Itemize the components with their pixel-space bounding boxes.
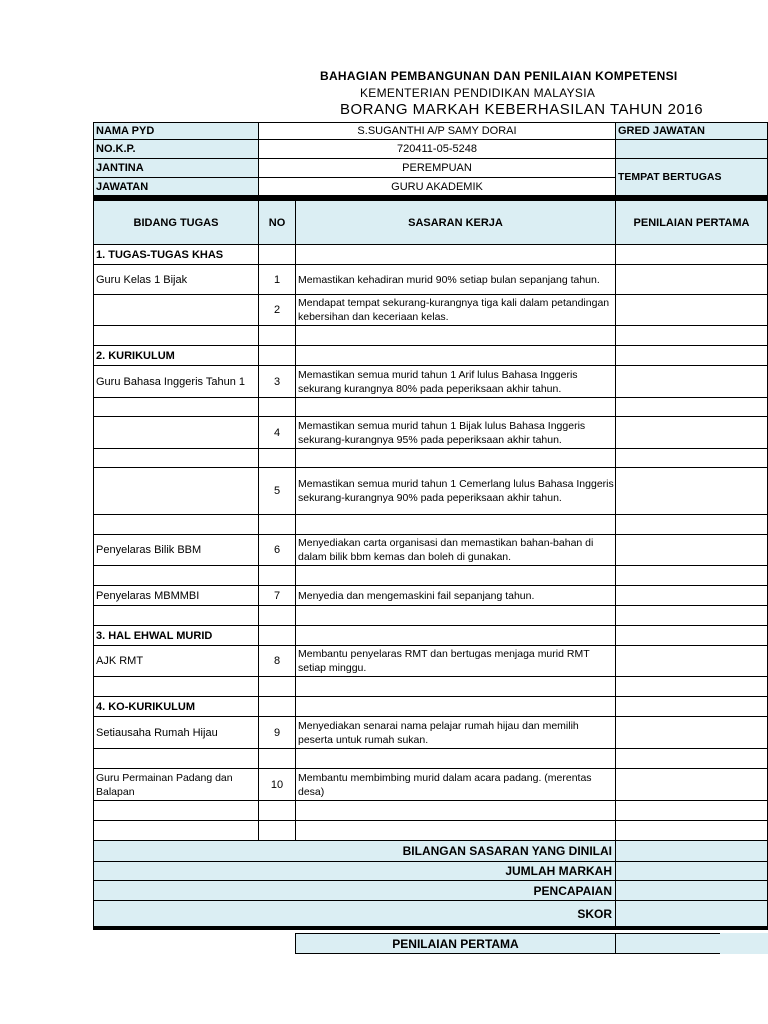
table-row-bidang bbox=[93, 416, 259, 449]
table-row-bidang: Guru Kelas 1 Bijak bbox=[93, 264, 259, 295]
table-row-bidang: Penyelaras MBMMBI bbox=[93, 585, 259, 606]
table-row-penilaian[interactable] bbox=[615, 365, 768, 398]
form-department-title: BAHAGIAN PEMBANGUNAN DAN PENILAIAN KOMPETENSI bbox=[320, 69, 678, 83]
table-row-no: 6 bbox=[258, 534, 296, 566]
summary-skor-label: SKOR bbox=[93, 900, 616, 927]
table-row-sasaran: Memastikan semua murid tahun 1 Arif lulus Bahasa Inggeris sekurang kurangnya 80% pada peperiksaan akhir tahun. bbox=[295, 365, 616, 398]
overflow-shade bbox=[720, 933, 768, 954]
table-row-penilaian[interactable] bbox=[615, 467, 768, 515]
table-row-penilaian[interactable] bbox=[615, 716, 768, 749]
form-title: BORANG MARKAH KEBERHASILAN TAHUN 2016 bbox=[340, 101, 704, 118]
table-row-no: 3 bbox=[258, 365, 296, 398]
table-row-no: 1 bbox=[258, 264, 296, 295]
table-row-penilaian[interactable] bbox=[615, 585, 768, 606]
table-row-sasaran: Membantu membimbing murid dalam acara padang. (merentas desa) bbox=[295, 768, 616, 801]
footer-penilaian-label: PENILAIAN PERTAMA bbox=[295, 933, 616, 954]
jawatan-value[interactable]: GURU AKADEMIK bbox=[258, 177, 616, 196]
summary-skor-value[interactable] bbox=[615, 900, 768, 927]
table-row-bidang bbox=[93, 294, 259, 326]
col-sasaran-header: SASARAN KERJA bbox=[295, 200, 616, 245]
section-ko-kurikulum: 4. KO-KURIKULUM bbox=[93, 696, 259, 717]
table-row-penilaian[interactable] bbox=[615, 264, 768, 295]
tempat-label: TEMPAT BERTUGAS bbox=[615, 158, 768, 196]
jawatan-label: JAWATAN bbox=[93, 177, 259, 196]
summary-jumlah-label: JUMLAH MARKAH bbox=[93, 861, 616, 881]
table-row-no: 4 bbox=[258, 416, 296, 449]
gred-value[interactable] bbox=[615, 139, 768, 159]
table-row-sasaran: Memastikan semua murid tahun 1 Cemerlang lulus Bahasa Inggeris sekurang-kurangnya 90% pada peperiksaan akhir tahun. bbox=[295, 467, 616, 515]
divider bbox=[93, 926, 768, 930]
nokp-value[interactable]: 720411-05-5248 bbox=[258, 139, 616, 159]
table-row-bidang: AJK RMT bbox=[93, 645, 259, 677]
table-row-no: 10 bbox=[258, 768, 296, 801]
nama-value[interactable]: S.SUGANTHI A/P SAMY DORAI bbox=[258, 122, 616, 140]
table-row-penilaian[interactable] bbox=[615, 416, 768, 449]
table-row-no: 7 bbox=[258, 585, 296, 606]
table-row-penilaian[interactable] bbox=[615, 534, 768, 566]
col-no-header: NO bbox=[258, 200, 296, 245]
table-row-bidang: Setiausaha Rumah Hijau bbox=[93, 716, 259, 749]
col-penilaian-header: PENILAIAN PERTAMA bbox=[615, 200, 768, 245]
summary-bilangan-label: BILANGAN SASARAN YANG DINILAI bbox=[93, 840, 616, 862]
table-row-bidang: Guru Bahasa Inggeris Tahun 1 bbox=[93, 365, 259, 398]
jantina-value[interactable]: PEREMPUAN bbox=[258, 158, 616, 178]
section-hal-ehwal-murid: 3. HAL EHWAL MURID bbox=[93, 625, 259, 646]
table-row-penilaian[interactable] bbox=[615, 645, 768, 677]
summary-bilangan-value[interactable] bbox=[615, 840, 768, 862]
form-ministry-title: KEMENTERIAN PENDIDIKAN MALAYSIA bbox=[360, 86, 596, 100]
table-row-penilaian[interactable] bbox=[615, 294, 768, 326]
summary-jumlah-value[interactable] bbox=[615, 861, 768, 881]
table-row-sasaran: Membantu penyelaras RMT dan bertugas menjaga murid RMT setiap minggu. bbox=[295, 645, 616, 677]
section-tugas-khas: 1. TUGAS-TUGAS KHAS bbox=[93, 244, 259, 265]
col-bidang-header: BIDANG TUGAS bbox=[93, 200, 259, 245]
table-row-sasaran: Menyedia dan mengemaskini fail sepanjang tahun. bbox=[295, 585, 616, 606]
table-row-sasaran: Menyediakan carta organisasi dan memastikan bahan-bahan di dalam bilik bbm kemas dan boleh di gunakan. bbox=[295, 534, 616, 566]
section-kurikulum: 2. KURIKULUM bbox=[93, 345, 259, 366]
table-row-sasaran: Mendapat tempat sekurang-kurangnya tiga kali dalam petandingan kebersihan dan keceriaan kelas. bbox=[295, 294, 616, 326]
table-row-no: 5 bbox=[258, 467, 296, 515]
gred-label: GRED JAWATAN bbox=[615, 122, 768, 140]
table-row-bidang bbox=[93, 467, 259, 515]
jantina-label: JANTINA bbox=[93, 158, 259, 178]
table-row-penilaian[interactable] bbox=[615, 768, 768, 801]
table-row-sasaran: Memastikan kehadiran murid 90% setiap bulan sepanjang tahun. bbox=[295, 264, 616, 295]
table-row-sasaran: Menyediakan senarai nama pelajar rumah hijau dan memilih peserta untuk rumah sukan. bbox=[295, 716, 616, 749]
nokp-label: NO.K.P. bbox=[93, 139, 259, 159]
table-row-bidang: Guru Permainan Padang dan Balapan bbox=[93, 768, 259, 801]
table-row-sasaran: Memastikan semua murid tahun 1 Bijak lulus Bahasa Inggeris sekurang-kurangnya 95% pada peperiksaan akhir tahun. bbox=[295, 416, 616, 449]
table-row-no: 8 bbox=[258, 645, 296, 677]
table-row-no: 2 bbox=[258, 294, 296, 326]
summary-pencapaian-value[interactable] bbox=[615, 880, 768, 901]
summary-pencapaian-label: PENCAPAIAN bbox=[93, 880, 616, 901]
table-row-bidang: Penyelaras Bilik BBM bbox=[93, 534, 259, 566]
nama-label: NAMA PYD bbox=[93, 122, 259, 140]
table-row-no: 9 bbox=[258, 716, 296, 749]
